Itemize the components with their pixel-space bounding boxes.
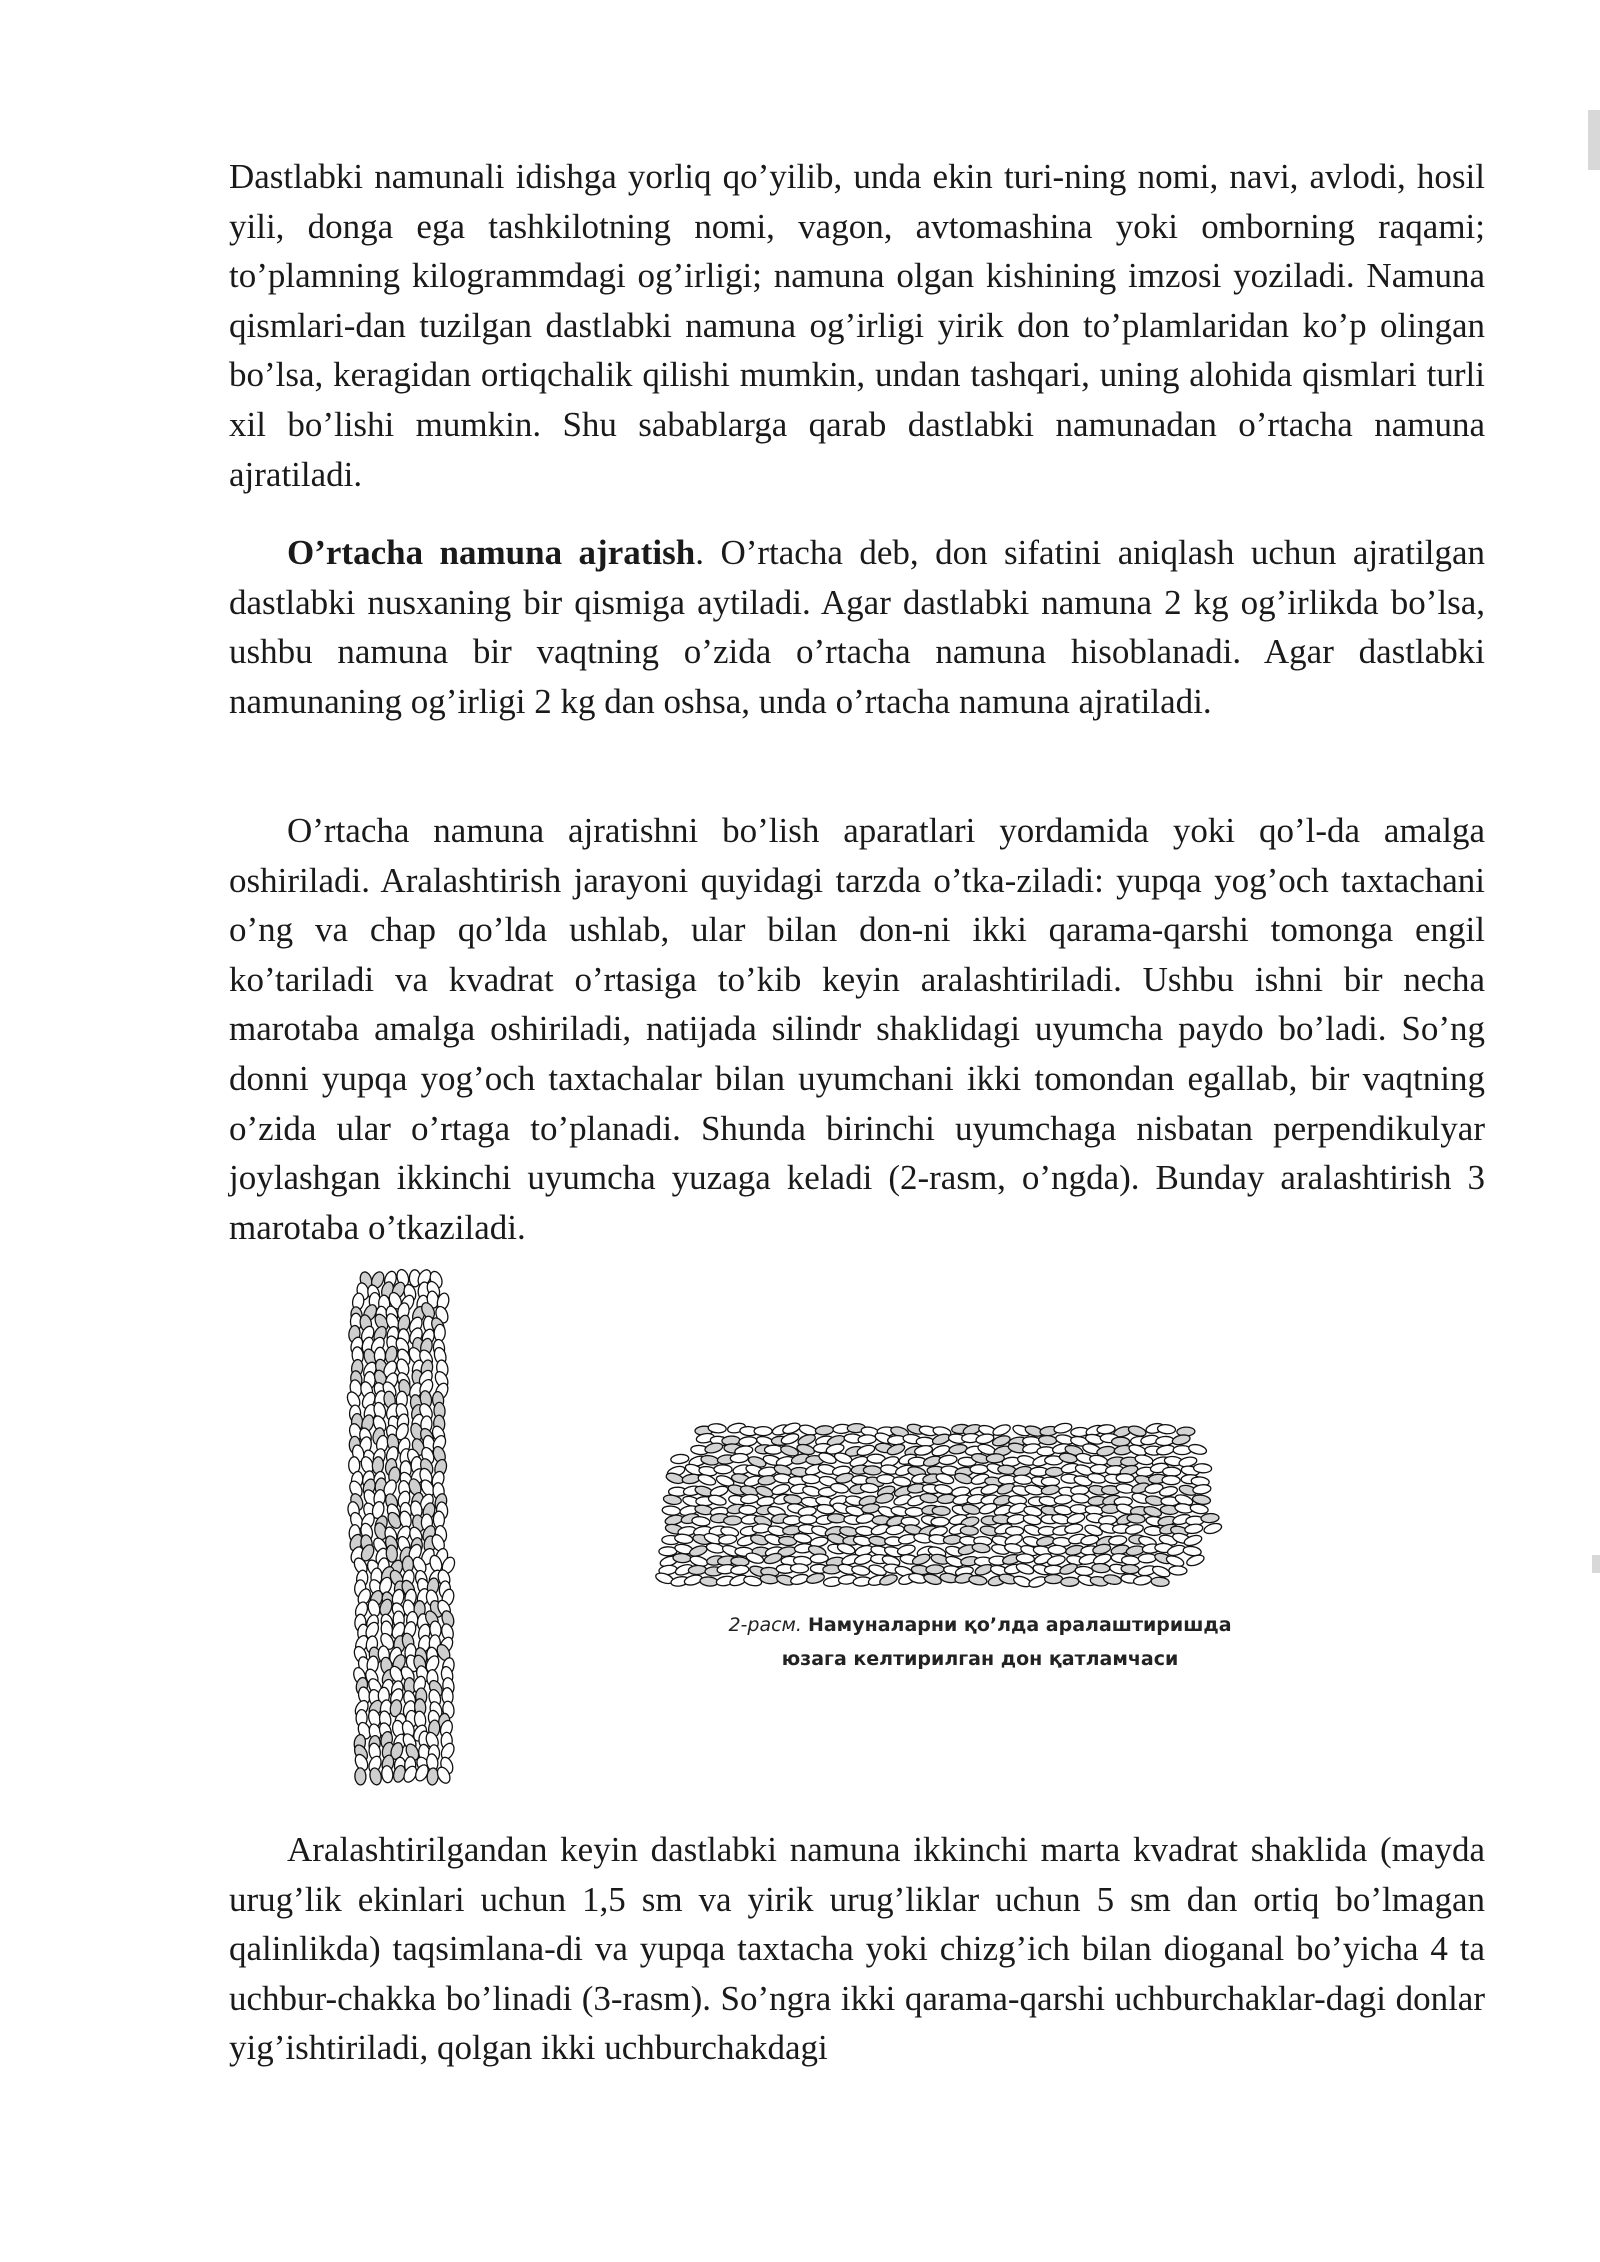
scan-edge-mark: [1588, 110, 1600, 170]
grain: [1071, 1493, 1090, 1504]
paragraph-2: [229, 528, 1485, 726]
caption-line-2: юзага келтирилган дон қатламчаси: [781, 1648, 1179, 1670]
grain: [992, 1423, 1012, 1438]
grain: [863, 1465, 881, 1475]
grain: [739, 1505, 757, 1514]
grain: [355, 1768, 367, 1785]
paragraph-3-text: O’rtacha namuna ajratishni bo’lish aparatlari yordamida yoki qo’l-da amalga oshiriladi. Aralashtirish jarayoni quyidagi tarzda o’tka-ziladi: yupqa yog’och taxtachani o’ng va chap qo’lda ushlab, ular bilan don-ni ikki qarama-qarshi tomonga engil ko’tariladi va kvadrat o’rtasiga to’kib keyin aralashtiriladi. Ushbu ishni bir necha marotaba amalga oshiriladi, natijada silindr shaklidagi uyumcha paydo bo’ladi. So’ng donni yupqa yog’och taxtachalar bilan uyumchani ikki tomondan egallab, bir vaqtning o’zida ular o’rtaga to’planadi. Shunda birinchi uyumchaga nisbatan perpendikulyar joylashgan ikkinchi uyumcha yuzaga keladi (2-rasm, o’ngda). Bunday aralashtirish 3 marotaba o’tkaziladi.: [229, 811, 1485, 1247]
grain: [1184, 1523, 1203, 1534]
grain: [911, 1552, 931, 1566]
figure-number: 2-расм.: [728, 1614, 802, 1636]
grain: [960, 1526, 979, 1536]
grain: [1127, 1424, 1147, 1438]
grain: [1075, 1566, 1094, 1576]
paragraph-4-text: Aralashtirilgandan keyin dastlabki namuna ikkinchi marta kvadrat shaklida (mayda urug’lik ekinlari uchun 1,5 sm va yirik urug’liklar uchun 5 sm dan ortiq bo’lmagan qalinlikda) taqsimlana-di va yupqa taxtacha yoki chizg’ich bilan dioganal bo’yicha 4 ta uchbur-chakka bo’linadi (3-rasm). So’ngra ikki qarama-qarshi uchburchaklar-dagi donlar yig’ishtiriladi, qolgan ikki uchburchakdagi: [229, 1830, 1485, 2068]
grain: [670, 1454, 689, 1465]
grain: [1171, 1433, 1191, 1446]
grain: [1013, 1474, 1032, 1485]
grain: [740, 1494, 759, 1505]
grain: [1038, 1435, 1057, 1445]
grain: [975, 1433, 994, 1445]
grain: [754, 1427, 772, 1436]
horizontal-grain-pile-image: [654, 1421, 1222, 1589]
grain: [688, 1565, 706, 1575]
section-heading-inline: O’rtacha namuna ajratish: [287, 533, 696, 572]
grain: [1048, 1545, 1066, 1555]
grain: [810, 1554, 828, 1564]
grain: [1015, 1562, 1035, 1576]
vertical-grain-pile-image: [345, 1268, 457, 1786]
paragraph-4: [229, 1825, 1485, 2073]
grain: [1138, 1553, 1156, 1563]
grain: [1193, 1463, 1211, 1473]
grain: [1028, 1575, 1048, 1589]
grain: [1061, 1577, 1079, 1587]
grain: [815, 1425, 834, 1435]
grain: [968, 1574, 987, 1585]
grain: [1169, 1566, 1187, 1576]
grain: [980, 1483, 1000, 1496]
grain: [790, 1564, 808, 1574]
grain: [926, 1565, 944, 1575]
grain: [714, 1465, 732, 1474]
grain: [1112, 1437, 1130, 1446]
grain: [1157, 1424, 1176, 1435]
grain: [704, 1441, 724, 1454]
grain: [691, 1516, 710, 1527]
grain: [1151, 1577, 1170, 1587]
grain: [1012, 1574, 1032, 1588]
paragraph-2-text: . O’rtacha deb, don sifatini aniqlash uchun ajratilgan dastlabki nusxaning bir qismiga aytiladi. Agar dastlabki namuna 2 kg og’irlikda bo’lsa, ushbu namuna bir vaqtning o’zida o’rtacha namuna hisoblanadi. Agar dastlabki namunaning og’irligi 2 kg dan oshsa, unda o’rtacha namuna ajratiladi.: [229, 533, 1485, 721]
grain: [970, 1465, 988, 1474]
grain: [368, 1767, 382, 1786]
figure-2: [229, 1260, 1485, 1800]
grain: [764, 1445, 782, 1454]
grain: [802, 1474, 820, 1484]
grain: [662, 1505, 681, 1516]
grain: [659, 1547, 677, 1556]
grain: [1053, 1422, 1072, 1435]
grain: [1162, 1475, 1180, 1485]
grain: [1156, 1444, 1175, 1456]
grain: [718, 1534, 737, 1545]
paragraph-1: [229, 152, 1485, 499]
grain: [932, 1506, 950, 1516]
grain: [943, 1535, 962, 1545]
grain: [1163, 1467, 1181, 1477]
grain: [1188, 1443, 1208, 1456]
grain: [1006, 1527, 1024, 1536]
grain: [1116, 1473, 1134, 1483]
grain: [700, 1576, 719, 1587]
caption-line-1: Намуналарни қо’лда аралаштиришда: [807, 1614, 1232, 1636]
grain: [1201, 1513, 1219, 1523]
grain: [923, 1572, 943, 1586]
grain: [892, 1476, 911, 1488]
grain: [673, 1553, 691, 1563]
grain: [799, 1515, 817, 1524]
grain: [851, 1565, 870, 1577]
grain: [724, 1516, 742, 1525]
grain: [827, 1513, 845, 1523]
grain: [1151, 1564, 1171, 1579]
figure-caption: [700, 1608, 1260, 1676]
grain-piles-illustration: [229, 1260, 1485, 1800]
grain: [738, 1436, 757, 1447]
paragraph-1-text: Dastlabki namunali idishga yorliq qo’yilib, unda ekin turi-ning nomi, navi, avlodi, hosil yili, donga ega tashkilotning nomi, vagon, avtomashina yoki omborning raqami; to’plamning kilogrammdagi og’irligi; namuna olgan kishining imzosi yoziladi. Namuna qismlari-dan tuzilgan dastlabki namuna og’irligi yirik don to’plamlaridan ko’p olingan bo’lsa, keragidan ortiqchalik qilishi mumkin, undan tashqari, uning alohida qismlari turli xil bo’lishi mumkin. Shu sabablarga qarab dastlabki namunadan o’rtacha namuna ajratiladi.: [229, 157, 1485, 494]
grain: [1203, 1522, 1223, 1536]
grain: [949, 1443, 968, 1454]
grain: [1054, 1494, 1073, 1505]
grain: [905, 1507, 923, 1516]
grain: [1092, 1543, 1111, 1556]
grain: [877, 1474, 895, 1483]
grain: [1045, 1574, 1063, 1583]
grain: [1064, 1523, 1083, 1535]
grain: [858, 1434, 876, 1444]
grain: [939, 1454, 958, 1465]
grain: [806, 1572, 826, 1585]
grain: [931, 1517, 949, 1526]
paragraph-3: [229, 806, 1485, 1252]
grain: [730, 1453, 748, 1463]
scan-edge-mark: [1592, 1555, 1600, 1573]
grain: [1092, 1563, 1110, 1573]
